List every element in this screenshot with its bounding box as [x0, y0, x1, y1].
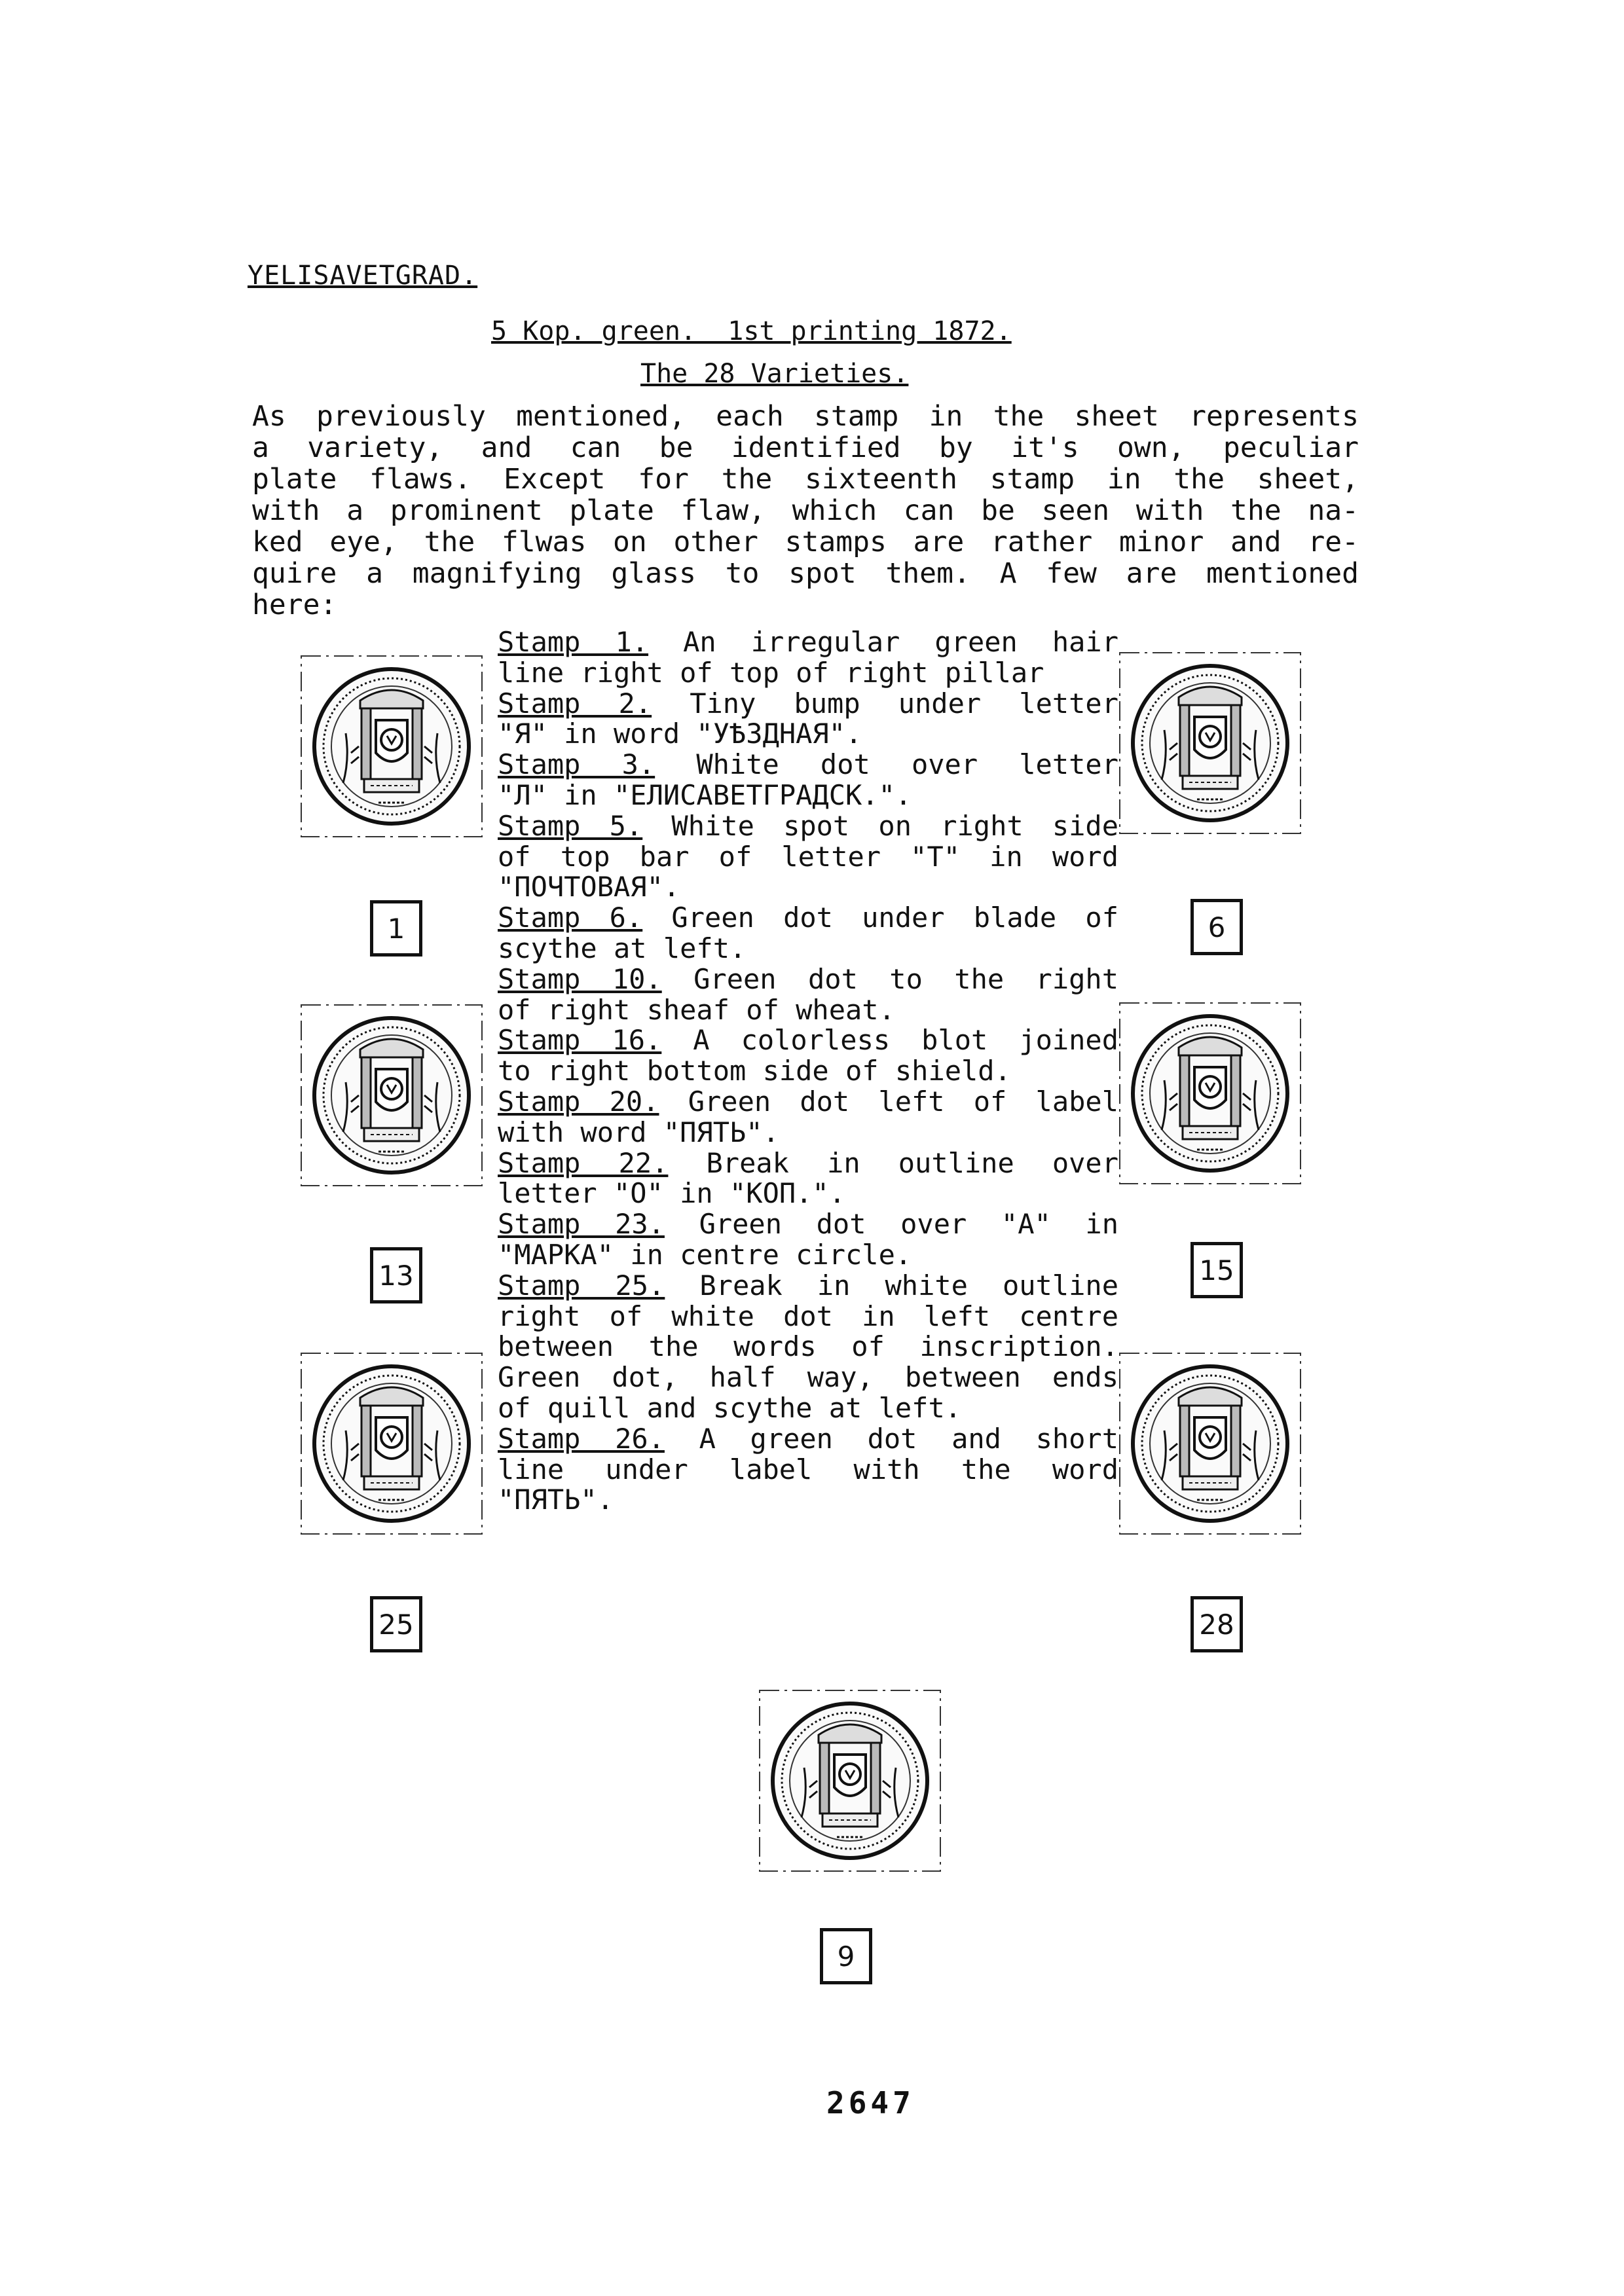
variety-line [498, 1056, 1118, 1087]
intro-line: with a prominent plate flaw, which can be seen with the na- [252, 494, 1359, 527]
intro-line: here: [252, 589, 337, 621]
variety-description: of top bar of letter "T" in word [498, 840, 1118, 873]
variety-description: Break in white outline [665, 1269, 1118, 1302]
stamp-label-1: 1 [370, 900, 422, 957]
intro-line: a variety, and can be identified by it's own, peculiar [252, 431, 1359, 464]
variety-description: A colorless blot joined [661, 1024, 1119, 1057]
stamp-number-label: Stamp 22. [498, 1146, 669, 1179]
variety-description: Green dot left of label [659, 1085, 1118, 1118]
variety-description: Green dot over "A" in [664, 1208, 1119, 1241]
intro-paragraph [252, 401, 1359, 621]
variety-line [498, 1178, 1118, 1209]
variety-line [498, 1302, 1118, 1332]
stamp-label-28: 28 [1190, 1596, 1243, 1652]
stamp-label-13: 13 [370, 1247, 422, 1303]
variety-line [498, 1025, 1118, 1056]
stamp-label-6: 6 [1190, 899, 1243, 955]
variety-description: scythe at left. [498, 932, 747, 964]
variety-line [498, 934, 1118, 964]
variety-description: line under label with the word [498, 1453, 1118, 1485]
variety-description: line right of top of right pillar [498, 656, 1044, 689]
page-number: 2647 [826, 2085, 915, 2121]
stamp-number-label: Stamp 2. [498, 687, 652, 720]
variety-description: "ПЯТЬ". [498, 1484, 614, 1516]
variety-description: Tiny bump under letter [652, 687, 1118, 720]
variety-description: with word "ПЯТЬ". [498, 1116, 779, 1148]
stamp-number-label: Stamp 20. [498, 1085, 659, 1118]
variety-line [498, 1087, 1118, 1118]
variety-line [498, 780, 1118, 811]
variety-line [498, 719, 1118, 750]
variety-description: Green dot to the right [661, 962, 1118, 995]
variety-description: of quill and scythe at left. [498, 1391, 962, 1424]
variety-line [498, 842, 1118, 873]
stamp-image-15 [1118, 1002, 1302, 1185]
stamp-label-25: 25 [370, 1596, 422, 1652]
issue-subheading: 5 Kop. green. 1st printing 1872. [491, 316, 1012, 346]
variety-description: to right bottom side of shield. [498, 1055, 1011, 1087]
stamp-image-13 [300, 1004, 483, 1187]
variety-line [498, 1362, 1118, 1393]
variety-line [498, 1455, 1118, 1485]
stamp-number-label: Stamp 6. [498, 902, 643, 934]
stamp-number-label: Stamp 25. [498, 1269, 665, 1302]
variety-description: of right sheaf of wheat. [498, 993, 895, 1026]
stamp-image-28 [1118, 1352, 1302, 1535]
section-title: The 28 Varieties. [640, 359, 909, 389]
variety-line [498, 1148, 1118, 1179]
variety-line [498, 903, 1118, 934]
variety-line [498, 1485, 1118, 1516]
variety-line [498, 1424, 1118, 1455]
stamp-image-6 [1118, 651, 1302, 835]
stamp-label-9: 9 [820, 1928, 872, 1984]
variety-line [498, 995, 1118, 1026]
intro-line: plate flaws. Except for the sixteenth stamp in the sheet, [252, 463, 1359, 496]
intro-line: ked eye, the flwas on other stamps are rather minor and re- [252, 526, 1359, 558]
variety-description: "Л" in "ЕЛИСАВЕТГРАДСК.". [498, 778, 912, 811]
variety-line [498, 872, 1118, 903]
variety-line [498, 1393, 1118, 1424]
variety-line [498, 811, 1118, 842]
variety-description: White spot on right side [642, 809, 1118, 842]
variety-line [498, 627, 1118, 658]
stamp-number-label: Stamp 16. [498, 1024, 662, 1057]
variety-list [498, 627, 1118, 1516]
page-heading: YELISAVETGRAD. [248, 261, 478, 291]
variety-description: White dot over letter [655, 748, 1118, 781]
variety-description: An irregular green hair [648, 626, 1118, 658]
stamp-label-15: 15 [1190, 1242, 1243, 1298]
variety-description: "Я" in word "УѢЗДНАЯ". [498, 718, 862, 750]
stamp-number-label: Stamp 10. [498, 962, 662, 995]
variety-line [498, 1271, 1118, 1302]
stamp-image-1 [300, 655, 483, 838]
stamp-number-label: Stamp 5. [498, 809, 643, 842]
variety-line [498, 964, 1118, 995]
variety-line [498, 750, 1118, 780]
variety-description: "ПОЧТОВАЯ". [498, 871, 680, 903]
variety-line [498, 1240, 1118, 1271]
variety-description: right of white dot in left centre [498, 1300, 1118, 1332]
variety-line [498, 1209, 1118, 1240]
stamp-image-25 [300, 1352, 483, 1535]
variety-line [498, 658, 1118, 689]
variety-description: Break in outline over [668, 1146, 1119, 1179]
variety-description: between the words of inscription. [498, 1330, 1118, 1363]
stamp-number-label: Stamp 23. [498, 1208, 665, 1241]
intro-line: As previously mentioned, each stamp in the sheet represents [252, 400, 1359, 433]
stamp-number-label: Stamp 1. [498, 626, 649, 658]
variety-description: "МАРКА" in centre circle. [498, 1238, 912, 1271]
stamp-number-label: Stamp 3. [498, 748, 655, 781]
stamp-image-9 [758, 1689, 942, 1872]
variety-description: letter "O" in "КОП.". [498, 1177, 846, 1210]
variety-line [498, 1332, 1118, 1362]
variety-description: A green dot and short [664, 1422, 1119, 1455]
variety-line [498, 1118, 1118, 1148]
variety-description: Green dot under blade of [642, 902, 1118, 934]
variety-line [498, 689, 1118, 720]
variety-description: Green dot, half way, between ends [498, 1361, 1118, 1394]
intro-line: quire a magnifying glass to spot them. A few are mentioned [252, 557, 1359, 590]
stamp-number-label: Stamp 26. [498, 1422, 665, 1455]
